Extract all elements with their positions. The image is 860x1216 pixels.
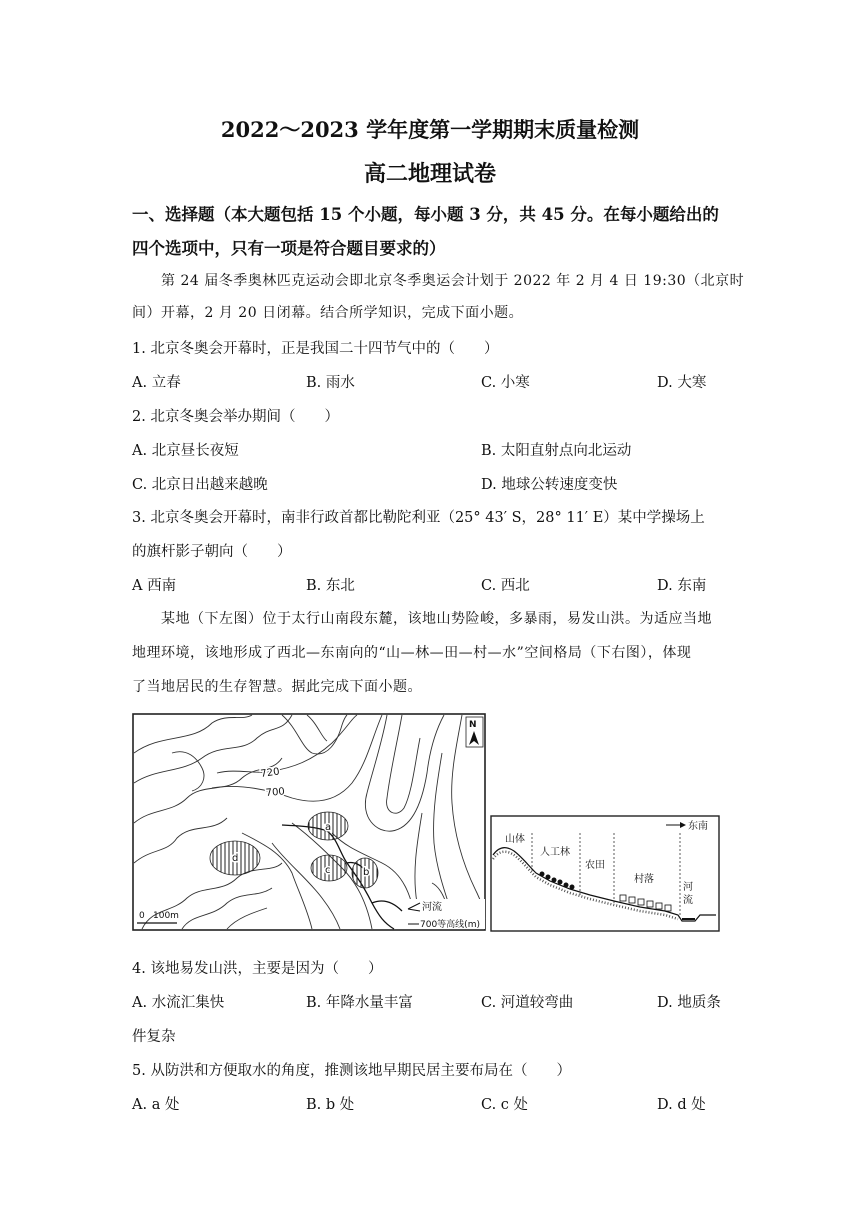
question-1-option-c: C. 小寒 bbox=[481, 375, 530, 391]
question-3-option-a: A 西南 bbox=[132, 578, 177, 594]
contour-720-label: 720 bbox=[259, 766, 281, 780]
north-label: N bbox=[469, 720, 477, 730]
site-c-label: c bbox=[325, 865, 331, 876]
question-1-option-d: D. 大寒 bbox=[657, 375, 707, 391]
passage2-line2: 地理环境，该地形成了西北—东南向的“山—林—田—村—水”空间格局（下右图），体现 bbox=[132, 645, 692, 661]
passage2-line3: 了当地居民的生存智慧。据此完成下面小题。 bbox=[132, 679, 422, 695]
passage1-line2: 间）开幕，2 月 20 日闭幕。结合所学知识，完成下面小题。 bbox=[132, 305, 524, 321]
zone-forest-label: 人工林 bbox=[540, 847, 570, 858]
map-legend bbox=[406, 899, 485, 930]
question-5-option-d: D. d 处 bbox=[657, 1097, 706, 1113]
contour-700-label: 700 bbox=[265, 786, 286, 799]
section-heading-line1: 一、选择题（本大题包括 15 个小题，每小题 3 分，共 45 分。在每小题给出的 bbox=[132, 205, 719, 224]
passage2-line1: 某地（下左图）位于太行山南段东麓，该地山势险峻，多暴雨，易发山洪。为适应当地 bbox=[161, 611, 712, 627]
question-3-stem-line1: 3. 北京冬奥会开幕时，南非行政首都比勒陀利亚（25° 43′ S，28° 11′ E）某中学操场上 bbox=[132, 510, 705, 526]
question-2-option-c: C. 北京日出越来越晚 bbox=[132, 477, 268, 493]
question-2-option-a: A. 北京昼长夜短 bbox=[132, 443, 239, 459]
question-4-option-b: B. 年降水量丰富 bbox=[306, 995, 413, 1011]
question-3-option-b: B. 东北 bbox=[306, 578, 355, 594]
question-2-stem: 2. 北京冬奥会举办期间（ ） bbox=[132, 409, 339, 425]
question-4-option-c: C. 河道较弯曲 bbox=[481, 995, 574, 1011]
question-4-option-d: D. 地质条 bbox=[657, 995, 721, 1011]
question-3-option-d: D. 东南 bbox=[657, 578, 707, 594]
zone-river-label-1: 河 bbox=[683, 882, 693, 893]
section-heading-line2: 四个选项中，只有一项是符合题目要求的） bbox=[132, 239, 446, 258]
site-b-label: b bbox=[363, 867, 370, 878]
zone-field-label: 农田 bbox=[585, 860, 605, 871]
question-5-option-b: B. b 处 bbox=[306, 1097, 355, 1113]
direction-label: 东南 bbox=[688, 821, 708, 832]
question-1-option-a: A. 立春 bbox=[132, 375, 181, 391]
question-4-option-a: A. 水流汇集快 bbox=[132, 995, 225, 1011]
question-4-option-d-continued: 件复杂 bbox=[132, 1029, 176, 1045]
zone-river-label-2: 流 bbox=[683, 895, 693, 906]
question-1-option-b: B. 雨水 bbox=[306, 375, 355, 391]
landscape-profile-figure bbox=[490, 815, 720, 932]
question-5-stem: 5. 从防洪和方便取水的角度，推测该地早期民居主要布局在（ ） bbox=[132, 1063, 571, 1079]
question-2-option-b: B. 太阳直射点向北运动 bbox=[481, 443, 632, 459]
legend-contour-label: 700等高线(m) bbox=[420, 920, 480, 930]
question-3-stem-line2: 的旗杆影子朝向（ ） bbox=[132, 544, 292, 560]
zone-mountain-label: 山体 bbox=[505, 834, 525, 845]
exam-subtitle: 高二地理试卷 bbox=[363, 161, 496, 187]
contour-map-figure bbox=[132, 713, 486, 931]
scale-distance-label: 100m bbox=[153, 911, 179, 921]
question-5-option-a: A. a 处 bbox=[132, 1097, 180, 1113]
question-3-option-c: C. 西北 bbox=[481, 578, 530, 594]
site-d-label: d bbox=[232, 853, 239, 864]
exam-title: 2022～2023 学年度第一学期期末质量检测 bbox=[220, 117, 640, 142]
passage1-line1: 第 24 届冬季奥林匹克运动会即北京冬季奥运会计划于 2022 年 2 月 4 日 19:30（北京时 bbox=[161, 273, 745, 289]
question-4-stem: 4. 该地易发山洪，主要是因为（ ） bbox=[132, 961, 383, 977]
zone-village-label: 村落 bbox=[634, 874, 654, 885]
scale-zero-label: 0 bbox=[139, 911, 145, 921]
question-1-stem: 1. 北京冬奥会开幕时，正是我国二十四节气中的（ ） bbox=[132, 341, 499, 357]
site-a-label: a bbox=[325, 822, 332, 833]
question-5-option-c: C. c 处 bbox=[481, 1097, 529, 1113]
north-arrow bbox=[466, 717, 483, 747]
question-2-option-d: D. 地球公转速度变快 bbox=[481, 477, 618, 493]
legend-river-label: 河流 bbox=[422, 902, 442, 913]
